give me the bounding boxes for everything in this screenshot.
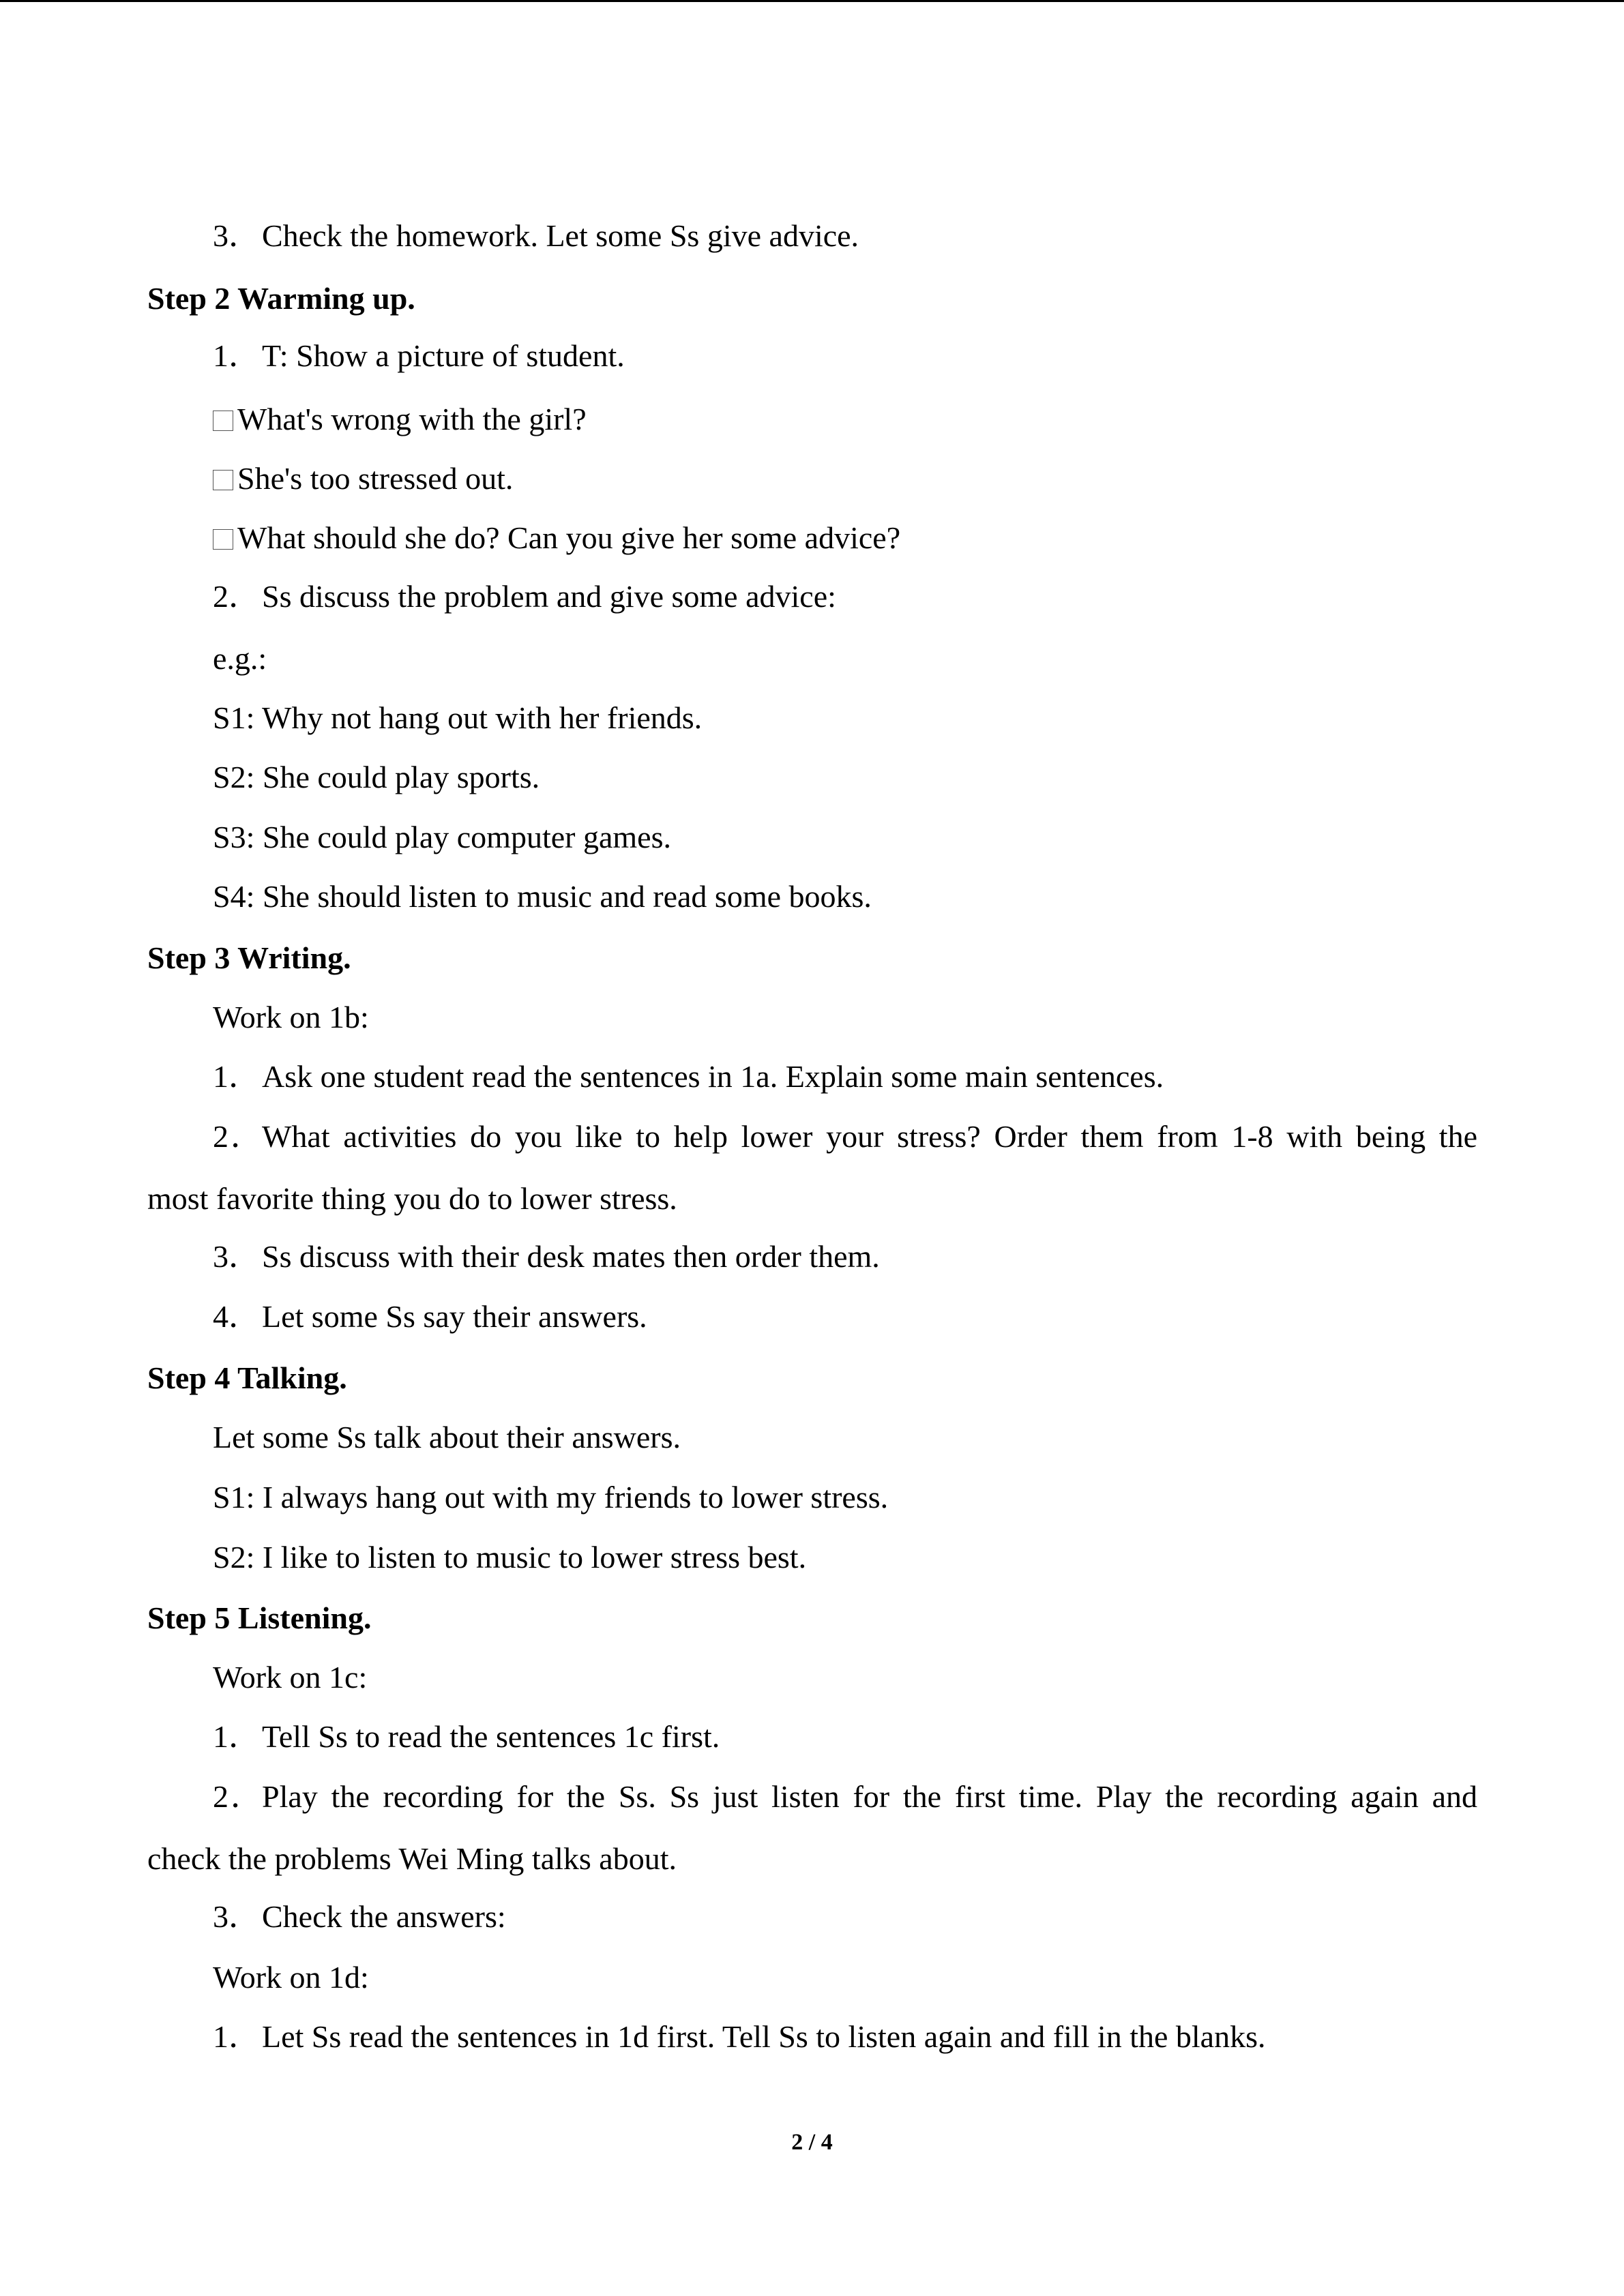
work-label: Work on 1c: — [213, 1660, 368, 1695]
page-number: 2 / 4 — [791, 2130, 833, 2155]
list-item: 3．Ss discuss with their desk mates then order them. — [213, 1239, 880, 1274]
dialogue-line: S1: Why not hang out with her friends. — [213, 700, 703, 735]
question-line: What should she do? Can you give her some advice? — [213, 518, 900, 558]
example-label: e.g.: — [213, 641, 267, 676]
list-item: 1．Ask one student read the sentences in 1a. Explain some main sentences. — [213, 1059, 1164, 1094]
list-item: 1．Let Ss read the sentences in 1d first. Tell Ss to listen again and fill in the blanks. — [213, 2019, 1266, 2054]
dialogue-line: S2: She could play sports. — [213, 760, 540, 794]
list-item: 1．T: Show a picture of student. — [213, 338, 625, 373]
work-label: Work on 1b: — [213, 1000, 369, 1034]
list-item: 2．Play the recording for the Ss. Ss just listen for the first time. Play the recording again and — [213, 1779, 1477, 1814]
question-line: She's too stressed out. — [213, 458, 513, 499]
list-item: 2．What activities do you like to help lower your stress? Order them from 1-8 with being the — [213, 1119, 1477, 1154]
checkbox-icon — [213, 470, 233, 490]
work-label: Work on 1d: — [213, 1960, 369, 1995]
dialogue-line: S2: I like to listen to music to lower stress best. — [213, 1540, 807, 1575]
dialogue-line: S3: She could play computer games. — [213, 820, 671, 854]
list-item: 2．Ss discuss the problem and give some advice: — [213, 579, 836, 614]
list-item-continuation: check the problems Wei Ming talks about. — [147, 1841, 677, 1876]
checkbox-icon — [213, 529, 233, 550]
list-item: 3．Check the answers: — [213, 1899, 506, 1934]
section-heading: Step 2 Warming up. — [147, 281, 415, 316]
list-item: 4．Let some Ss say their answers. — [213, 1299, 647, 1334]
section-heading: Step 3 Writing. — [147, 940, 351, 975]
dialogue-line: S1: I always hang out with my friends to lower stress. — [213, 1480, 889, 1515]
dialogue-line: S4: She should listen to music and read some books. — [213, 879, 872, 914]
section-heading: Step 4 Talking. — [147, 1360, 347, 1395]
list-item: 1．Tell Ss to read the sentences 1c first. — [213, 1719, 720, 1754]
text-line: Let some Ss talk about their answers. — [213, 1420, 681, 1455]
list-item-continuation: most favorite thing you do to lower stress. — [147, 1181, 677, 1216]
question-line: What's wrong with the girl? — [213, 399, 587, 440]
checkbox-icon — [213, 411, 233, 431]
section-heading: Step 5 Listening. — [147, 1600, 372, 1635]
list-item: 3．Check the homework. Let some Ss give advice. — [213, 218, 859, 253]
